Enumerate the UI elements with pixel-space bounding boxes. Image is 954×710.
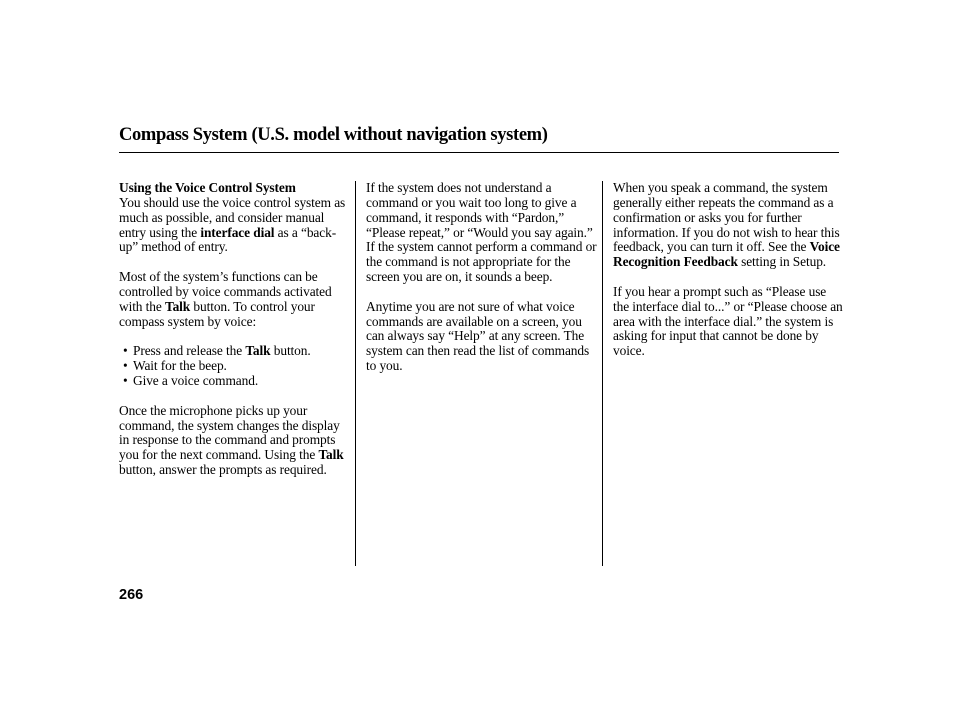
bullet-icon: • [123, 343, 128, 359]
text-column-2 [366, 181, 598, 389]
instruction-list [119, 344, 351, 389]
column-divider-right [602, 181, 603, 566]
page-number: 266 [119, 587, 144, 603]
list-item: • Wait for the beep. [123, 358, 227, 374]
title-divider [119, 152, 839, 153]
term-interface-dial: interface dial [200, 224, 275, 240]
bullet-icon: • [123, 372, 128, 388]
text-column-3 [613, 181, 845, 374]
term-talk: Talk [318, 447, 344, 463]
term-voice-recognition-feedback: Voice Recognition Feedback [613, 239, 840, 270]
text-column-1 [119, 181, 351, 493]
paragraph-talk-button: Most of the system’s functions can be controlled by voice commands activated with the Talk button. To control your compass system by voice: [119, 269, 332, 329]
section-heading: Using the Voice Control System [119, 180, 296, 195]
page-title: Compass System (U.S. model without navigation system) [119, 125, 548, 145]
paragraph-microphone: Once the microphone picks up your command, the system changes the display in response to the command and prompts you for the next command. Using the Talk button, answer the prompts as required. [119, 402, 344, 478]
bullet-icon: • [123, 358, 128, 374]
paragraph-help: Anytime you are not sure of what voice commands are available on a screen, you can always say “Help” at any screen. The system can then read the list of commands to you. [366, 298, 590, 374]
paragraph-not-understood: If the system does not understand a command or you wait too long to give a command, it responds with “Pardon,” “Please repeat,” or “Would you say again.” If the system cannot perform a command or the command is not appropriate for the screen you are on, it sounds a beep. [366, 180, 597, 285]
term-talk: Talk [164, 298, 191, 314]
list-item: • Press and release the Talk button. [123, 343, 311, 359]
list-item: • Give a voice command. [123, 372, 259, 388]
column-divider-left [355, 181, 356, 566]
paragraph-interface-dial-prompt: If you hear a prompt such as “Please use the interface dial to...” or “Please choose an area with the interface dial.” the system is asking for input that cannot be done by voice. [613, 283, 843, 359]
paragraph-interface-dial: You should use the voice control system as much as possible, and consider manual entry using the interface dial as a “back-up” method of entry. [119, 194, 346, 255]
paragraph-feedback: When you speak a command, the system generally either repeats the command as a confirmation or asks you for further information. If you do not wish to hear this feedback, you can turn it off. See the Voice Recognition Feedback setting in Setup. [613, 180, 840, 270]
